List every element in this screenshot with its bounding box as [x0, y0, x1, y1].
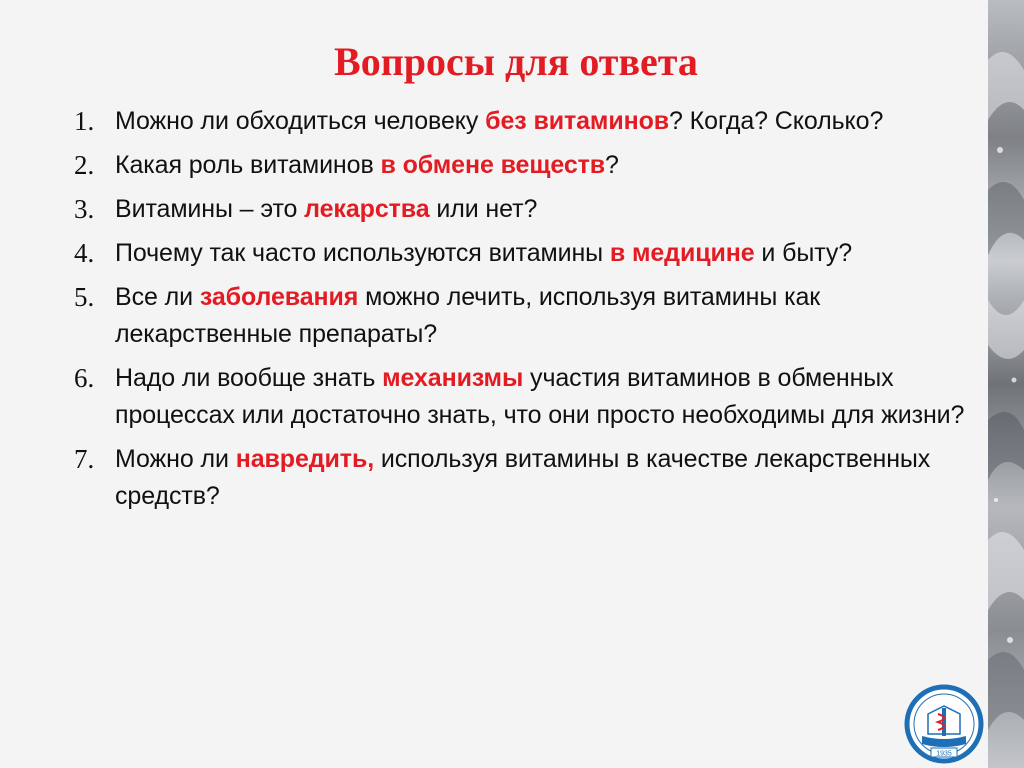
- question-highlight: в обмене веществ: [380, 151, 606, 179]
- question-text-before: Витамины – это: [115, 195, 305, 223]
- question-highlight: механизмы: [382, 364, 524, 392]
- question-text-after: и быту?: [754, 239, 853, 267]
- question-number: 4.: [74, 238, 95, 268]
- question-highlight: в медицине: [609, 239, 755, 267]
- question-list: [74, 103, 974, 522]
- question-number: 6.: [74, 363, 95, 393]
- question-text-after: или нет?: [429, 195, 538, 223]
- question-item-2: [74, 147, 974, 184]
- question-text-after: ? Когда? Сколько?: [669, 107, 884, 135]
- question-text: [115, 279, 974, 353]
- question-text: [115, 147, 974, 184]
- side-texture: [988, 0, 1024, 768]
- university-emblem-icon: [904, 684, 984, 764]
- question-text-after: ?: [605, 151, 619, 179]
- question-text-before: Почему так часто используются витамины: [115, 239, 610, 267]
- question-text-before: Можно ли: [115, 445, 236, 473]
- question-item-6: [74, 360, 974, 434]
- question-text: [115, 441, 974, 515]
- question-item-1: [74, 103, 974, 140]
- question-text-before: Можно ли обходиться человеку: [115, 107, 486, 135]
- slide-title: Вопросы для ответа: [334, 39, 698, 84]
- question-number: 3.: [74, 194, 95, 224]
- question-text: [115, 191, 974, 228]
- question-highlight: без витаминов: [485, 107, 670, 135]
- question-text: [115, 103, 974, 140]
- question-number: 2.: [74, 150, 95, 180]
- question-number: 7.: [74, 444, 95, 474]
- question-item-4: [74, 235, 974, 272]
- question-highlight: заболевания: [199, 283, 359, 311]
- question-text-before: Надо ли вообще знать: [115, 364, 383, 392]
- question-item-5: [74, 279, 974, 353]
- question-highlight: лекарства: [304, 195, 430, 223]
- question-text-before: Какая роль витаминов: [115, 151, 381, 179]
- logo-year: 1935: [936, 750, 952, 758]
- question-text-after: используя витамины в качестве лекарственных средств?: [115, 445, 931, 510]
- question-text-after: можно лечить, используя витамины как лекарственные препараты?: [115, 283, 821, 348]
- question-text-after: участия витаминов в обменных процессах или достаточно знать, что они просто необходимы для жизни?: [115, 364, 965, 429]
- question-text-before: Все ли: [115, 283, 200, 311]
- question-number: 5.: [74, 282, 95, 312]
- question-item-3: [74, 191, 974, 228]
- marble-texture: [988, 0, 1024, 768]
- question-highlight: навредить,: [235, 445, 375, 473]
- question-number: 1.: [74, 106, 95, 136]
- question-text: [115, 360, 974, 434]
- question-text: [115, 235, 974, 272]
- question-item-7: [74, 441, 974, 515]
